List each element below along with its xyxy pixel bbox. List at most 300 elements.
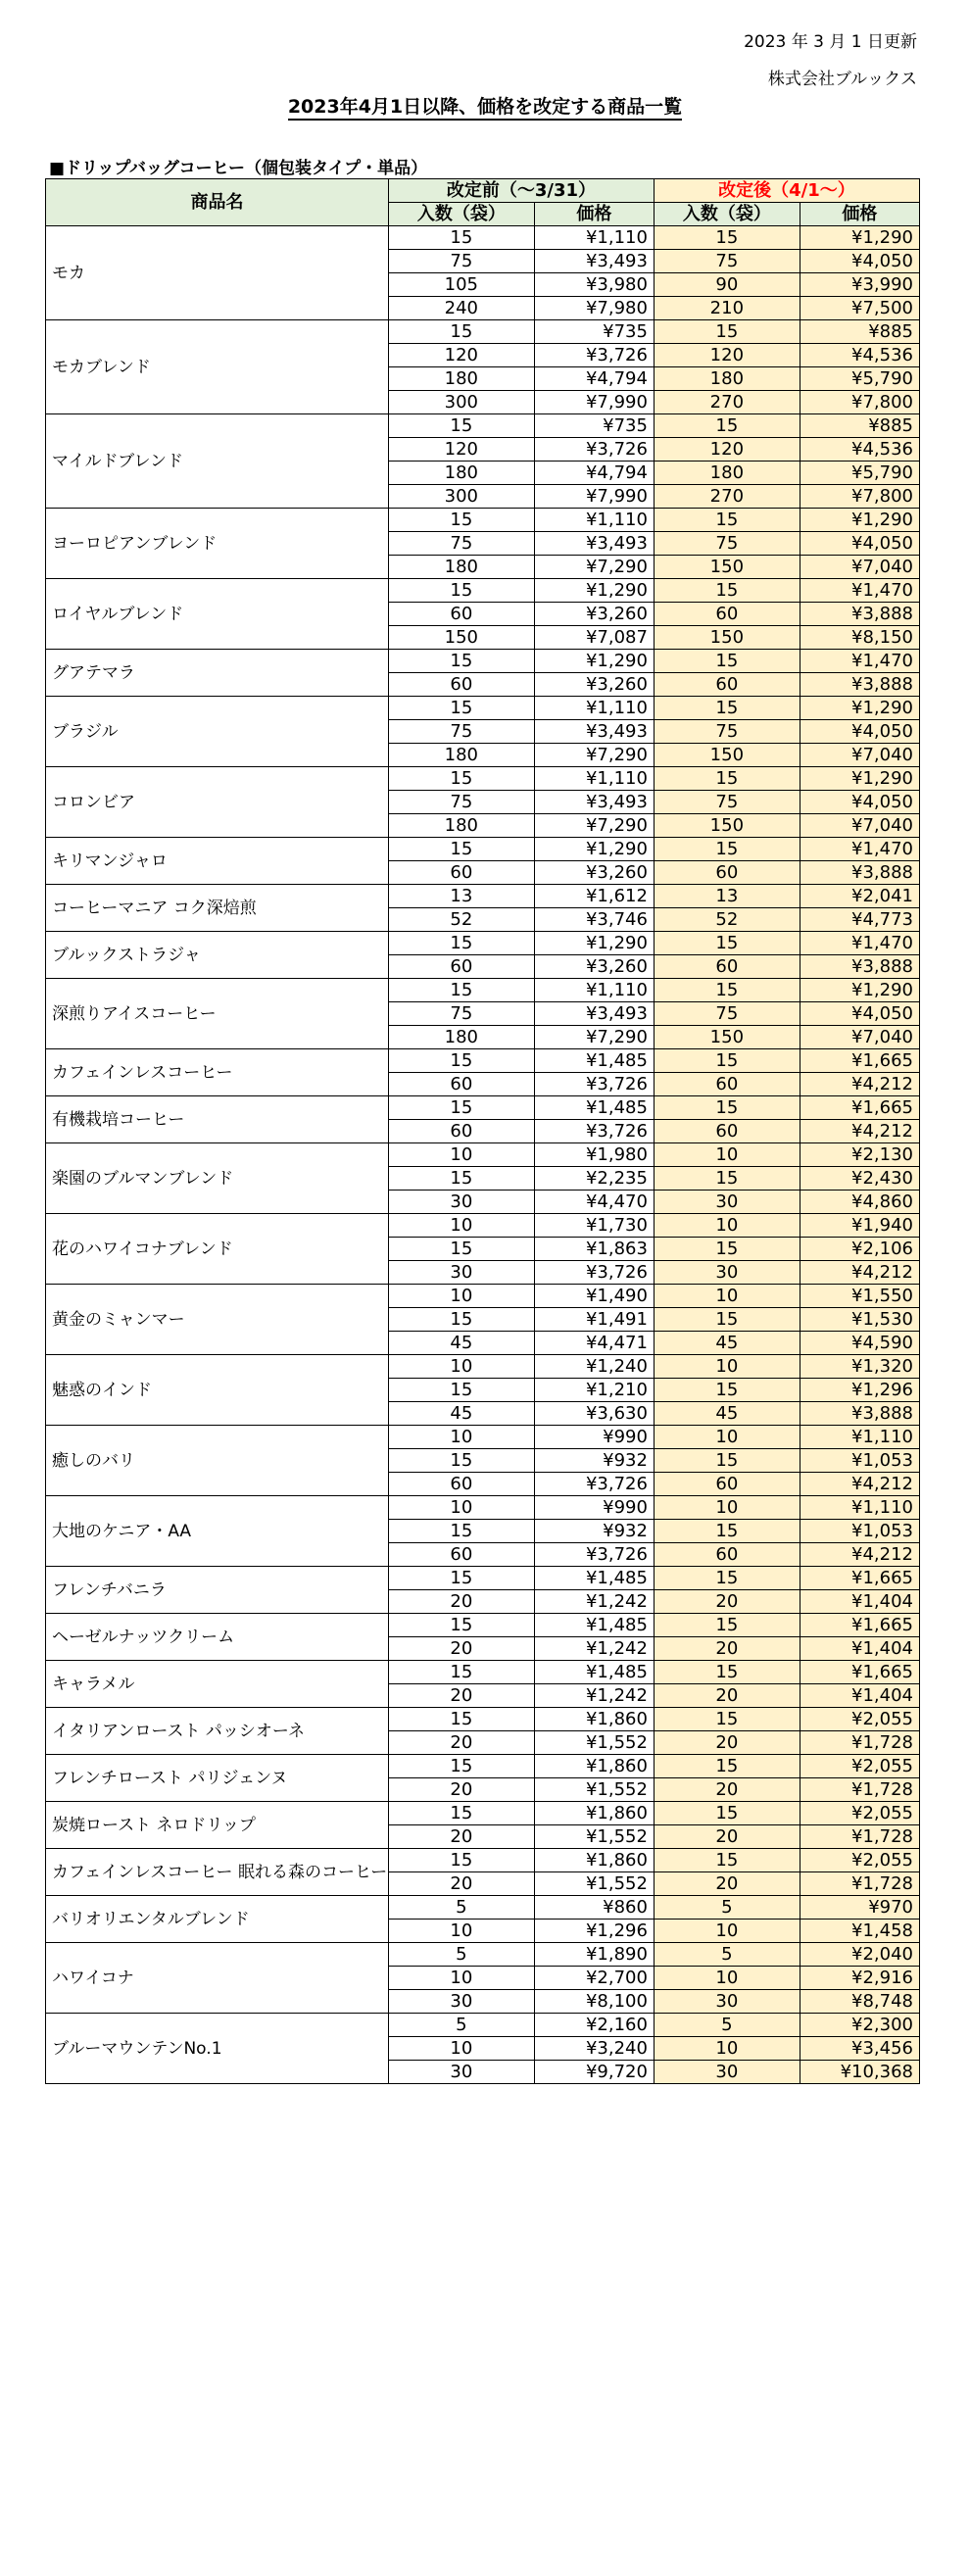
after-quantity-cell: 60: [654, 861, 800, 885]
before-quantity-cell: 15: [388, 1614, 534, 1637]
after-quantity-cell: 15: [654, 932, 800, 955]
after-quantity-cell: 60: [654, 1073, 800, 1096]
after-quantity-cell: 30: [654, 1191, 800, 1214]
after-price-cell: ¥4,212: [800, 1473, 919, 1496]
after-quantity-cell: 150: [654, 626, 800, 650]
before-quantity-cell: 10: [388, 1143, 534, 1167]
after-price-cell: ¥1,053: [800, 1449, 919, 1473]
product-name-cell: フレンチロースト パリジェンヌ: [46, 1755, 389, 1802]
before-quantity-cell: 52: [388, 908, 534, 932]
before-quantity-cell: 60: [388, 1073, 534, 1096]
table-row: [46, 838, 920, 861]
after-price-cell: ¥1,728: [800, 1872, 919, 1896]
product-name-cell: 花のハワイコナブレンド: [46, 1214, 389, 1285]
before-quantity-cell: 15: [388, 1096, 534, 1120]
after-quantity-cell: 15: [654, 650, 800, 673]
table-row: [46, 767, 920, 791]
before-quantity-cell: 5: [388, 2014, 534, 2037]
table-row: [46, 1496, 920, 1520]
after-quantity-cell: 15: [654, 1849, 800, 1872]
before-price-cell: ¥4,470: [534, 1191, 654, 1214]
before-price-cell: ¥3,493: [534, 1002, 654, 1026]
before-quantity-cell: 180: [388, 814, 534, 838]
after-quantity-cell: 150: [654, 1026, 800, 1049]
before-price-cell: ¥735: [534, 414, 654, 438]
before-quantity-cell: 75: [388, 532, 534, 556]
before-quantity-cell: 10: [388, 1920, 534, 1943]
product-name-cell: 魅惑のインド: [46, 1355, 389, 1426]
after-price-cell: ¥1,320: [800, 1355, 919, 1379]
before-quantity-cell: 45: [388, 1332, 534, 1355]
before-price-cell: ¥1,485: [534, 1567, 654, 1590]
before-price-cell: ¥1,485: [534, 1614, 654, 1637]
product-name-cell: イタリアンロースト パッシオーネ: [46, 1708, 389, 1755]
before-quantity-cell: 180: [388, 367, 534, 391]
before-quantity-cell: 120: [388, 344, 534, 367]
table-body: [46, 226, 920, 2084]
before-price-cell: ¥1,860: [534, 1755, 654, 1778]
header-before: 改定前（～3/31）: [388, 179, 654, 203]
table-row: [46, 1802, 920, 1825]
before-quantity-cell: 15: [388, 932, 534, 955]
after-price-cell: ¥970: [800, 1896, 919, 1920]
header-after-quantity: 入数（袋）: [654, 203, 800, 226]
before-price-cell: ¥4,794: [534, 462, 654, 485]
after-price-cell: ¥1,404: [800, 1590, 919, 1614]
before-price-cell: ¥1,552: [534, 1778, 654, 1802]
before-price-cell: ¥990: [534, 1496, 654, 1520]
table-row: [46, 1943, 920, 1967]
after-quantity-cell: 180: [654, 367, 800, 391]
after-price-cell: ¥885: [800, 320, 919, 344]
after-quantity-cell: 15: [654, 1308, 800, 1332]
before-quantity-cell: 10: [388, 1967, 534, 1990]
after-price-cell: ¥3,990: [800, 273, 919, 297]
before-price-cell: ¥3,726: [534, 438, 654, 462]
after-quantity-cell: 270: [654, 391, 800, 414]
product-name-cell: コロンビア: [46, 767, 389, 838]
product-name-cell: ブルーマウンテンNo.1: [46, 2014, 389, 2084]
after-quantity-cell: 15: [654, 838, 800, 861]
after-price-cell: ¥2,055: [800, 1802, 919, 1825]
after-price-cell: ¥1,550: [800, 1285, 919, 1308]
after-price-cell: ¥4,050: [800, 532, 919, 556]
before-quantity-cell: 13: [388, 885, 534, 908]
before-quantity-cell: 120: [388, 438, 534, 462]
after-quantity-cell: 20: [654, 1778, 800, 1802]
before-quantity-cell: 60: [388, 1120, 534, 1143]
before-price-cell: ¥3,726: [534, 1261, 654, 1285]
before-price-cell: ¥3,746: [534, 908, 654, 932]
after-quantity-cell: 15: [654, 1614, 800, 1637]
after-price-cell: ¥7,040: [800, 744, 919, 767]
table-row: [46, 1755, 920, 1778]
before-quantity-cell: 15: [388, 1520, 534, 1543]
after-price-cell: ¥3,888: [800, 1402, 919, 1426]
before-price-cell: ¥932: [534, 1449, 654, 1473]
product-name-cell: 深煎りアイスコーヒー: [46, 979, 389, 1049]
after-price-cell: ¥4,773: [800, 908, 919, 932]
after-price-cell: ¥1,110: [800, 1496, 919, 1520]
after-price-cell: ¥4,536: [800, 438, 919, 462]
after-price-cell: ¥3,888: [800, 673, 919, 697]
after-quantity-cell: 60: [654, 603, 800, 626]
product-name-cell: 有機栽培コーヒー: [46, 1096, 389, 1143]
before-quantity-cell: 5: [388, 1943, 534, 1967]
before-quantity-cell: 60: [388, 1543, 534, 1567]
after-price-cell: ¥10,368: [800, 2061, 919, 2084]
before-quantity-cell: 15: [388, 579, 534, 603]
before-price-cell: ¥1,240: [534, 1355, 654, 1379]
after-price-cell: ¥3,888: [800, 861, 919, 885]
after-quantity-cell: 45: [654, 1332, 800, 1355]
after-price-cell: ¥7,040: [800, 814, 919, 838]
after-quantity-cell: 30: [654, 2061, 800, 2084]
before-price-cell: ¥3,260: [534, 861, 654, 885]
after-quantity-cell: 60: [654, 1120, 800, 1143]
header-after: 改定後（4/1～）: [654, 179, 919, 203]
before-price-cell: ¥1,730: [534, 1214, 654, 1238]
table-row: [46, 1567, 920, 1590]
before-price-cell: ¥9,720: [534, 2061, 654, 2084]
after-quantity-cell: 120: [654, 344, 800, 367]
after-quantity-cell: 30: [654, 1990, 800, 2014]
before-price-cell: ¥3,260: [534, 673, 654, 697]
before-price-cell: ¥3,726: [534, 344, 654, 367]
table-row: [46, 1143, 920, 1167]
before-price-cell: ¥3,726: [534, 1120, 654, 1143]
before-price-cell: ¥7,290: [534, 556, 654, 579]
before-quantity-cell: 15: [388, 767, 534, 791]
before-quantity-cell: 75: [388, 791, 534, 814]
before-quantity-cell: 60: [388, 861, 534, 885]
before-quantity-cell: 180: [388, 462, 534, 485]
table-row: [46, 979, 920, 1002]
table-row: [46, 1614, 920, 1637]
after-quantity-cell: 10: [654, 1143, 800, 1167]
after-quantity-cell: 15: [654, 1567, 800, 1590]
before-price-cell: ¥2,700: [534, 1967, 654, 1990]
before-price-cell: ¥1,485: [534, 1096, 654, 1120]
table-row: [46, 1426, 920, 1449]
before-price-cell: ¥860: [534, 1896, 654, 1920]
before-quantity-cell: 10: [388, 2037, 534, 2061]
after-quantity-cell: 10: [654, 1214, 800, 1238]
table-row: [46, 579, 920, 603]
before-price-cell: ¥1,242: [534, 1590, 654, 1614]
after-quantity-cell: 15: [654, 1661, 800, 1684]
after-quantity-cell: 90: [654, 273, 800, 297]
after-price-cell: ¥7,800: [800, 391, 919, 414]
after-quantity-cell: 15: [654, 320, 800, 344]
after-price-cell: ¥1,053: [800, 1520, 919, 1543]
after-quantity-cell: 15: [654, 1167, 800, 1191]
before-price-cell: ¥8,100: [534, 1990, 654, 2014]
before-quantity-cell: 30: [388, 1191, 534, 1214]
after-price-cell: ¥1,530: [800, 1308, 919, 1332]
before-price-cell: ¥3,493: [534, 791, 654, 814]
after-price-cell: ¥885: [800, 414, 919, 438]
after-price-cell: ¥4,212: [800, 1120, 919, 1143]
after-price-cell: ¥1,470: [800, 650, 919, 673]
after-price-cell: ¥2,130: [800, 1143, 919, 1167]
product-name-cell: カフェインレスコーヒー: [46, 1049, 389, 1096]
table-row: [46, 1849, 920, 1872]
before-quantity-cell: 300: [388, 485, 534, 509]
after-quantity-cell: 5: [654, 1943, 800, 1967]
before-price-cell: ¥3,493: [534, 250, 654, 273]
after-quantity-cell: 75: [654, 791, 800, 814]
header-before-price: 価格: [534, 203, 654, 226]
after-price-cell: ¥4,212: [800, 1543, 919, 1567]
product-name-cell: モカ: [46, 226, 389, 320]
product-name-cell: ブルックストラジャ: [46, 932, 389, 979]
after-price-cell: ¥8,150: [800, 626, 919, 650]
header-before-quantity: 入数（袋）: [388, 203, 534, 226]
after-quantity-cell: 15: [654, 1449, 800, 1473]
table-row: [46, 1896, 920, 1920]
before-price-cell: ¥1,890: [534, 1943, 654, 1967]
product-name-cell: 黄金のミャンマー: [46, 1285, 389, 1355]
before-quantity-cell: 180: [388, 744, 534, 767]
after-quantity-cell: 270: [654, 485, 800, 509]
after-quantity-cell: 5: [654, 1896, 800, 1920]
before-quantity-cell: 15: [388, 1802, 534, 1825]
table-row: [46, 1285, 920, 1308]
table-row: [46, 932, 920, 955]
before-price-cell: ¥1,110: [534, 697, 654, 720]
product-name-cell: キリマンジャロ: [46, 838, 389, 885]
before-quantity-cell: 15: [388, 414, 534, 438]
before-price-cell: ¥2,235: [534, 1167, 654, 1191]
table-row: [46, 697, 920, 720]
price-table: [45, 178, 920, 2084]
table-row: [46, 1355, 920, 1379]
section-heading: ■ドリップバッグコーヒー（個包装タイプ・単品）: [49, 159, 428, 178]
after-price-cell: ¥7,040: [800, 556, 919, 579]
before-quantity-cell: 15: [388, 697, 534, 720]
before-price-cell: ¥1,242: [534, 1684, 654, 1708]
table-row: [46, 414, 920, 438]
after-quantity-cell: 10: [654, 1967, 800, 1990]
before-quantity-cell: 15: [388, 1567, 534, 1590]
before-quantity-cell: 60: [388, 673, 534, 697]
before-price-cell: ¥1,860: [534, 1802, 654, 1825]
after-quantity-cell: 20: [654, 1637, 800, 1661]
after-quantity-cell: 15: [654, 414, 800, 438]
before-quantity-cell: 30: [388, 1261, 534, 1285]
after-price-cell: ¥7,040: [800, 1026, 919, 1049]
after-quantity-cell: 10: [654, 2037, 800, 2061]
before-quantity-cell: 15: [388, 838, 534, 861]
before-quantity-cell: 10: [388, 1285, 534, 1308]
table-row: [46, 885, 920, 908]
after-price-cell: ¥1,290: [800, 979, 919, 1002]
before-price-cell: ¥1,290: [534, 579, 654, 603]
product-name-cell: グアテマラ: [46, 650, 389, 697]
before-price-cell: ¥3,630: [534, 1402, 654, 1426]
before-price-cell: ¥7,990: [534, 485, 654, 509]
after-quantity-cell: 210: [654, 297, 800, 320]
before-quantity-cell: 10: [388, 1496, 534, 1520]
after-price-cell: ¥4,050: [800, 720, 919, 744]
before-price-cell: ¥3,726: [534, 1473, 654, 1496]
before-price-cell: ¥7,290: [534, 744, 654, 767]
product-name-cell: 炭焼ロースト ネロドリップ: [46, 1802, 389, 1849]
before-quantity-cell: 15: [388, 320, 534, 344]
before-quantity-cell: 105: [388, 273, 534, 297]
after-quantity-cell: 20: [654, 1590, 800, 1614]
after-price-cell: ¥1,290: [800, 226, 919, 250]
after-price-cell: ¥2,055: [800, 1708, 919, 1731]
product-name-cell: ハワイコナ: [46, 1943, 389, 2014]
document-title-text: 2023年4月1日以降、価格を改定する商品一覧: [288, 96, 682, 121]
after-quantity-cell: 60: [654, 1543, 800, 1567]
after-quantity-cell: 20: [654, 1825, 800, 1849]
before-price-cell: ¥1,490: [534, 1285, 654, 1308]
after-quantity-cell: 120: [654, 438, 800, 462]
before-price-cell: ¥1,612: [534, 885, 654, 908]
after-price-cell: ¥5,790: [800, 462, 919, 485]
before-price-cell: ¥7,087: [534, 626, 654, 650]
before-quantity-cell: 20: [388, 1637, 534, 1661]
after-price-cell: ¥7,500: [800, 297, 919, 320]
after-price-cell: ¥4,050: [800, 250, 919, 273]
after-quantity-cell: 15: [654, 1379, 800, 1402]
after-price-cell: ¥1,404: [800, 1684, 919, 1708]
before-quantity-cell: 20: [388, 1684, 534, 1708]
before-price-cell: ¥1,980: [534, 1143, 654, 1167]
before-price-cell: ¥990: [534, 1426, 654, 1449]
before-quantity-cell: 75: [388, 250, 534, 273]
product-name-cell: フレンチバニラ: [46, 1567, 389, 1614]
before-quantity-cell: 15: [388, 509, 534, 532]
header-row-1: [46, 179, 920, 203]
after-quantity-cell: 5: [654, 2014, 800, 2037]
product-name-cell: マイルドブレンド: [46, 414, 389, 509]
after-quantity-cell: 20: [654, 1872, 800, 1896]
after-price-cell: ¥2,041: [800, 885, 919, 908]
after-price-cell: ¥2,430: [800, 1167, 919, 1191]
after-quantity-cell: 75: [654, 250, 800, 273]
after-price-cell: ¥1,290: [800, 509, 919, 532]
before-quantity-cell: 15: [388, 1708, 534, 1731]
product-name-cell: ヨーロピアンブレンド: [46, 509, 389, 579]
after-price-cell: ¥2,055: [800, 1849, 919, 1872]
table-row: [46, 509, 920, 532]
table-row: [46, 320, 920, 344]
before-price-cell: ¥3,726: [534, 1073, 654, 1096]
table-row: [46, 226, 920, 250]
after-price-cell: ¥1,290: [800, 767, 919, 791]
product-name-cell: カフェインレスコーヒー 眠れる森のコーヒー: [46, 1849, 389, 1896]
before-quantity-cell: 240: [388, 297, 534, 320]
after-price-cell: ¥2,055: [800, 1755, 919, 1778]
after-price-cell: ¥4,212: [800, 1261, 919, 1285]
before-price-cell: ¥1,110: [534, 226, 654, 250]
after-quantity-cell: 15: [654, 979, 800, 1002]
before-quantity-cell: 15: [388, 1308, 534, 1332]
after-price-cell: ¥1,665: [800, 1096, 919, 1120]
after-quantity-cell: 75: [654, 532, 800, 556]
after-quantity-cell: 150: [654, 814, 800, 838]
product-name-cell: モカブレンド: [46, 320, 389, 414]
before-price-cell: ¥1,552: [534, 1825, 654, 1849]
before-quantity-cell: 60: [388, 603, 534, 626]
after-price-cell: ¥1,728: [800, 1731, 919, 1755]
before-price-cell: ¥3,726: [534, 1543, 654, 1567]
after-quantity-cell: 75: [654, 1002, 800, 1026]
before-quantity-cell: 15: [388, 1449, 534, 1473]
after-price-cell: ¥1,665: [800, 1614, 919, 1637]
before-quantity-cell: 15: [388, 1049, 534, 1073]
product-name-cell: キャラメル: [46, 1661, 389, 1708]
after-quantity-cell: 10: [654, 1426, 800, 1449]
after-quantity-cell: 15: [654, 1708, 800, 1731]
after-price-cell: ¥1,110: [800, 1426, 919, 1449]
before-price-cell: ¥1,491: [534, 1308, 654, 1332]
after-price-cell: ¥3,888: [800, 603, 919, 626]
after-price-cell: ¥1,665: [800, 1661, 919, 1684]
after-price-cell: ¥1,470: [800, 932, 919, 955]
after-quantity-cell: 30: [654, 1261, 800, 1285]
product-name-cell: 楽園のブルマンブレンド: [46, 1143, 389, 1214]
after-quantity-cell: 15: [654, 767, 800, 791]
before-price-cell: ¥1,860: [534, 1849, 654, 1872]
after-quantity-cell: 15: [654, 1755, 800, 1778]
after-price-cell: ¥2,300: [800, 2014, 919, 2037]
before-quantity-cell: 5: [388, 1896, 534, 1920]
after-quantity-cell: 10: [654, 1496, 800, 1520]
after-price-cell: ¥8,748: [800, 1990, 919, 2014]
after-quantity-cell: 15: [654, 579, 800, 603]
before-price-cell: ¥1,110: [534, 509, 654, 532]
before-price-cell: ¥3,493: [534, 532, 654, 556]
before-price-cell: ¥1,485: [534, 1049, 654, 1073]
after-price-cell: ¥2,916: [800, 1967, 919, 1990]
before-price-cell: ¥3,260: [534, 955, 654, 979]
after-price-cell: ¥2,106: [800, 1238, 919, 1261]
before-quantity-cell: 15: [388, 1167, 534, 1191]
table-row: [46, 1096, 920, 1120]
before-quantity-cell: 20: [388, 1590, 534, 1614]
after-quantity-cell: 60: [654, 955, 800, 979]
product-name-cell: 癒しのバリ: [46, 1426, 389, 1496]
after-price-cell: ¥1,665: [800, 1049, 919, 1073]
before-price-cell: ¥1,290: [534, 932, 654, 955]
before-quantity-cell: 45: [388, 1402, 534, 1426]
before-price-cell: ¥1,290: [534, 838, 654, 861]
before-quantity-cell: 30: [388, 1990, 534, 2014]
before-price-cell: ¥1,110: [534, 979, 654, 1002]
before-quantity-cell: 20: [388, 1778, 534, 1802]
before-quantity-cell: 15: [388, 1238, 534, 1261]
before-quantity-cell: 20: [388, 1825, 534, 1849]
before-price-cell: ¥7,990: [534, 391, 654, 414]
after-quantity-cell: 150: [654, 744, 800, 767]
company-name: 株式会社ブルックス: [767, 70, 917, 89]
before-price-cell: ¥4,794: [534, 367, 654, 391]
product-name-cell: コーヒーマニア コク深焙煎: [46, 885, 389, 932]
before-quantity-cell: 20: [388, 1872, 534, 1896]
after-price-cell: ¥4,212: [800, 1073, 919, 1096]
product-name-cell: ブラジル: [46, 697, 389, 767]
after-price-cell: ¥1,728: [800, 1825, 919, 1849]
after-price-cell: ¥3,456: [800, 2037, 919, 2061]
before-price-cell: ¥7,290: [534, 1026, 654, 1049]
before-quantity-cell: 10: [388, 1355, 534, 1379]
before-price-cell: ¥1,552: [534, 1731, 654, 1755]
